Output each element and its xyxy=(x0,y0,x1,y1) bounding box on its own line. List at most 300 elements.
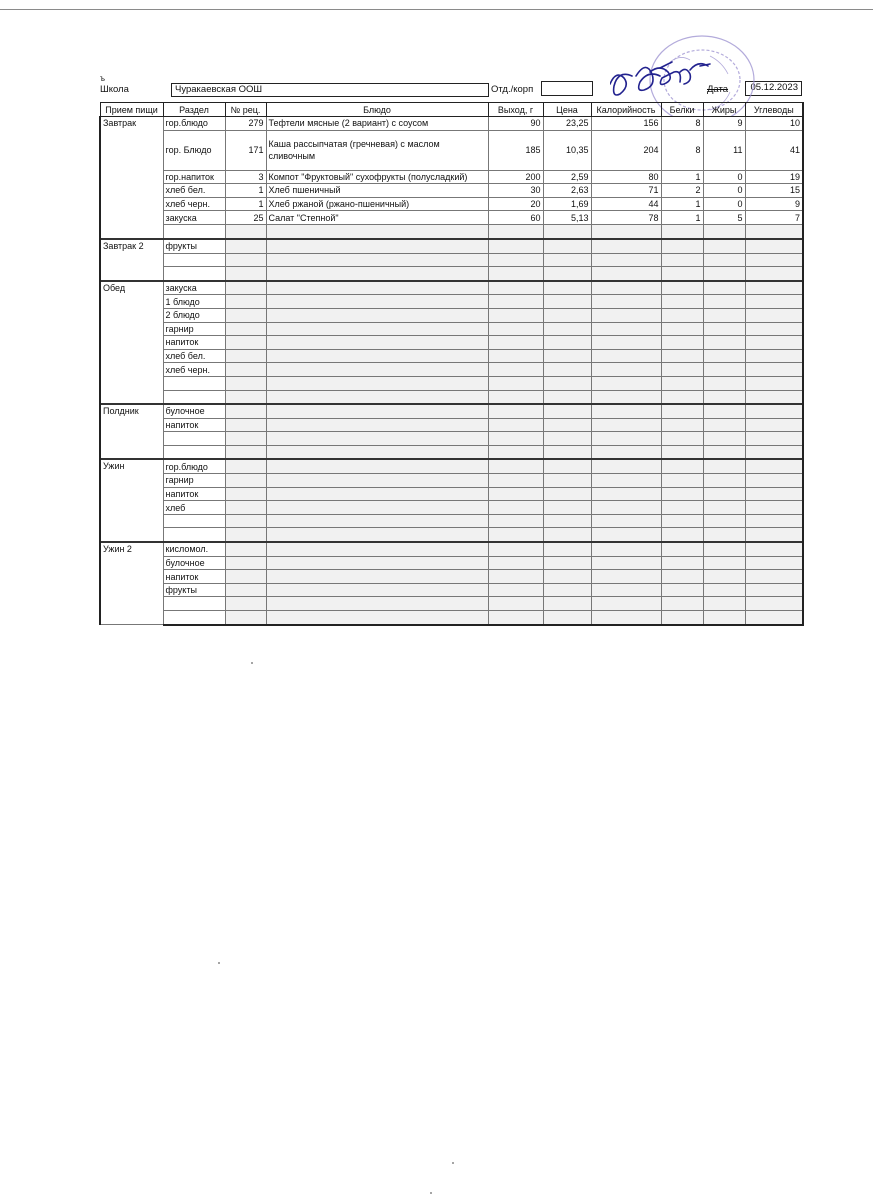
section-cell: напиток xyxy=(163,570,225,584)
dish-cell: Хлеб пшеничный xyxy=(266,184,488,198)
section-cell: фрукты xyxy=(163,583,225,597)
recipe-number-cell xyxy=(225,336,266,350)
price-cell xyxy=(543,281,591,295)
section-cell: напиток xyxy=(163,418,225,432)
yield-cell xyxy=(488,487,543,501)
fat-cell xyxy=(703,474,745,488)
section-cell: хлеб бел. xyxy=(163,349,225,363)
table-row xyxy=(100,211,803,225)
calories-cell xyxy=(591,418,661,432)
recipe-number-cell xyxy=(225,295,266,309)
fat-cell xyxy=(703,376,745,390)
protein-cell xyxy=(661,542,703,556)
protein-cell xyxy=(661,363,703,377)
dish-cell: Тефтели мясные (2 вариант) с соусом xyxy=(266,117,488,131)
table-row xyxy=(100,253,803,267)
protein-cell: 1 xyxy=(661,197,703,211)
calories-cell: 156 xyxy=(591,117,661,131)
fat-cell xyxy=(703,583,745,597)
carbs-cell xyxy=(745,501,803,515)
carbs-cell xyxy=(745,514,803,528)
recipe-number-cell xyxy=(225,308,266,322)
yield-cell xyxy=(488,253,543,267)
section-cell xyxy=(163,224,225,239)
fat-cell xyxy=(703,322,745,336)
school-value: Чуракаевская ООШ xyxy=(171,83,489,97)
protein-cell xyxy=(661,404,703,418)
section-cell xyxy=(163,390,225,404)
price-cell xyxy=(543,514,591,528)
recipe-number-cell xyxy=(225,253,266,267)
section-cell xyxy=(163,514,225,528)
carbs-cell xyxy=(745,583,803,597)
fat-cell xyxy=(703,570,745,584)
price-cell xyxy=(543,363,591,377)
yield-cell xyxy=(488,556,543,570)
section-cell xyxy=(163,528,225,542)
dish-cell xyxy=(266,336,488,350)
dish-cell xyxy=(266,611,488,625)
price-cell xyxy=(543,583,591,597)
protein-cell xyxy=(661,445,703,459)
price-cell: 5,13 xyxy=(543,211,591,225)
col-header: Цена xyxy=(543,103,591,117)
protein-cell xyxy=(661,418,703,432)
carbs-cell xyxy=(745,597,803,611)
recipe-number-cell xyxy=(225,611,266,625)
carbs-cell xyxy=(745,239,803,253)
carbs-cell xyxy=(745,556,803,570)
carbs-cell xyxy=(745,445,803,459)
price-cell xyxy=(543,349,591,363)
calories-cell xyxy=(591,542,661,556)
meal-name-cell: Завтрак xyxy=(100,117,163,239)
meal-name-cell: Полдник xyxy=(100,404,163,459)
carbs-cell xyxy=(745,322,803,336)
protein-cell xyxy=(661,514,703,528)
yield-cell xyxy=(488,281,543,295)
price-cell xyxy=(543,597,591,611)
table-row xyxy=(100,170,803,184)
dept-value xyxy=(541,81,593,96)
fat-cell xyxy=(703,336,745,350)
fat-cell xyxy=(703,349,745,363)
recipe-number-cell xyxy=(225,390,266,404)
fat-cell: 5 xyxy=(703,211,745,225)
protein-cell: 8 xyxy=(661,117,703,131)
fat-cell: 0 xyxy=(703,197,745,211)
price-cell: 23,25 xyxy=(543,117,591,131)
dish-cell xyxy=(266,308,488,322)
dept-label: Отд./корп xyxy=(491,84,534,95)
price-cell xyxy=(543,253,591,267)
calories-cell xyxy=(591,308,661,322)
table-row xyxy=(100,267,803,281)
calories-cell: 44 xyxy=(591,197,661,211)
price-cell xyxy=(543,528,591,542)
meal-name-cell: Ужин xyxy=(100,459,163,542)
carbs-cell xyxy=(745,474,803,488)
calories-cell xyxy=(591,487,661,501)
carbs-cell xyxy=(745,253,803,267)
dish-cell xyxy=(266,474,488,488)
fat-cell xyxy=(703,224,745,239)
table-row xyxy=(100,349,803,363)
table-row xyxy=(100,542,803,556)
protein-cell: 1 xyxy=(661,170,703,184)
scan-speck xyxy=(218,962,220,964)
protein-cell xyxy=(661,556,703,570)
yield-cell: 185 xyxy=(488,130,543,170)
section-cell xyxy=(163,611,225,625)
col-header: Белки xyxy=(661,103,703,117)
section-cell xyxy=(163,597,225,611)
yield-cell: 30 xyxy=(488,184,543,198)
recipe-number-cell xyxy=(225,376,266,390)
section-cell xyxy=(163,253,225,267)
carbs-cell xyxy=(745,418,803,432)
recipe-number-cell xyxy=(225,459,266,473)
calories-cell: 71 xyxy=(591,184,661,198)
recipe-number-cell: 279 xyxy=(225,117,266,131)
section-cell: булочное xyxy=(163,404,225,418)
table-row xyxy=(100,117,803,131)
dish-cell xyxy=(266,224,488,239)
recipe-number-cell xyxy=(225,528,266,542)
protein-cell xyxy=(661,611,703,625)
recipe-number-cell: 171 xyxy=(225,130,266,170)
calories-cell xyxy=(591,253,661,267)
table-row xyxy=(100,611,803,625)
recipe-number-cell: 1 xyxy=(225,197,266,211)
carbs-cell: 7 xyxy=(745,211,803,225)
section-cell: гор.напиток xyxy=(163,170,225,184)
table-row xyxy=(100,404,803,418)
dish-cell xyxy=(266,514,488,528)
calories-cell: 80 xyxy=(591,170,661,184)
section-cell: гор. Блюдо xyxy=(163,130,225,170)
fat-cell xyxy=(703,528,745,542)
fat-cell xyxy=(703,363,745,377)
col-header: Жиры xyxy=(703,103,745,117)
col-header: Прием пищи xyxy=(100,103,163,117)
carbs-cell xyxy=(745,432,803,446)
calories-cell xyxy=(591,514,661,528)
table-row xyxy=(100,295,803,309)
dish-cell xyxy=(266,295,488,309)
protein-cell xyxy=(661,487,703,501)
col-header: Калорийность xyxy=(591,103,661,117)
dish-cell xyxy=(266,404,488,418)
yield-cell: 20 xyxy=(488,197,543,211)
price-cell xyxy=(543,404,591,418)
yield-cell xyxy=(488,363,543,377)
table-row xyxy=(100,514,803,528)
fat-cell xyxy=(703,542,745,556)
dish-cell xyxy=(266,432,488,446)
protein-cell xyxy=(661,597,703,611)
recipe-number-cell xyxy=(225,542,266,556)
recipe-number-cell: 25 xyxy=(225,211,266,225)
section-cell: закуска xyxy=(163,281,225,295)
calories-cell xyxy=(591,376,661,390)
calories-cell xyxy=(591,363,661,377)
price-cell xyxy=(543,445,591,459)
price-cell xyxy=(543,556,591,570)
calories-cell xyxy=(591,611,661,625)
carbs-cell xyxy=(745,611,803,625)
fat-cell xyxy=(703,459,745,473)
table-row xyxy=(100,528,803,542)
protein-cell xyxy=(661,295,703,309)
section-cell: закуска xyxy=(163,211,225,225)
price-cell xyxy=(543,336,591,350)
fat-cell xyxy=(703,418,745,432)
fat-cell xyxy=(703,404,745,418)
recipe-number-cell xyxy=(225,474,266,488)
section-cell xyxy=(163,432,225,446)
yield-cell xyxy=(488,418,543,432)
date-value: 05.12.2023 xyxy=(745,81,802,96)
meal-name-cell: Завтрак 2 xyxy=(100,239,163,281)
yield-cell xyxy=(488,583,543,597)
carbs-cell: 9 xyxy=(745,197,803,211)
calories-cell xyxy=(591,390,661,404)
dish-cell xyxy=(266,570,488,584)
yield-cell: 60 xyxy=(488,211,543,225)
fat-cell: 0 xyxy=(703,184,745,198)
fat-cell: 0 xyxy=(703,170,745,184)
fat-cell xyxy=(703,253,745,267)
section-cell: хлеб черн. xyxy=(163,197,225,211)
fat-cell: 11 xyxy=(703,130,745,170)
dish-cell xyxy=(266,239,488,253)
price-cell xyxy=(543,239,591,253)
section-cell: хлеб черн. xyxy=(163,363,225,377)
section-cell: булочное xyxy=(163,556,225,570)
yield-cell xyxy=(488,445,543,459)
dish-cell xyxy=(266,363,488,377)
table-row xyxy=(100,459,803,473)
carbs-cell xyxy=(745,295,803,309)
price-cell xyxy=(543,308,591,322)
fat-cell xyxy=(703,267,745,281)
protein-cell: 1 xyxy=(661,211,703,225)
table-row xyxy=(100,197,803,211)
protein-cell xyxy=(661,459,703,473)
recipe-number-cell xyxy=(225,281,266,295)
dish-cell xyxy=(266,322,488,336)
table-row xyxy=(100,501,803,515)
price-cell xyxy=(543,418,591,432)
col-header: Раздел xyxy=(163,103,225,117)
table-row xyxy=(100,376,803,390)
yield-cell xyxy=(488,432,543,446)
section-cell: хлеб xyxy=(163,501,225,515)
yield-cell xyxy=(488,501,543,515)
table-row xyxy=(100,184,803,198)
recipe-number-cell xyxy=(225,487,266,501)
calories-cell xyxy=(591,239,661,253)
yield-cell: 200 xyxy=(488,170,543,184)
col-header: № рец. xyxy=(225,103,266,117)
yield-cell xyxy=(488,336,543,350)
dish-cell xyxy=(266,267,488,281)
calories-cell xyxy=(591,459,661,473)
table-row xyxy=(100,322,803,336)
price-cell xyxy=(543,487,591,501)
protein-cell xyxy=(661,349,703,363)
table-row xyxy=(100,445,803,459)
protein-cell: 2 xyxy=(661,184,703,198)
calories-cell xyxy=(591,349,661,363)
price-cell: 2,59 xyxy=(543,170,591,184)
recipe-number-cell: 1 xyxy=(225,184,266,198)
calories-cell xyxy=(591,322,661,336)
calories-cell xyxy=(591,556,661,570)
dish-cell xyxy=(266,281,488,295)
calories-cell xyxy=(591,224,661,239)
dish-cell xyxy=(266,487,488,501)
calories-cell xyxy=(591,501,661,515)
yield-cell xyxy=(488,224,543,239)
yield-cell xyxy=(488,267,543,281)
recipe-number-cell xyxy=(225,583,266,597)
calories-cell: 78 xyxy=(591,211,661,225)
fat-cell xyxy=(703,239,745,253)
calories-cell xyxy=(591,336,661,350)
protein-cell xyxy=(661,253,703,267)
carbs-cell xyxy=(745,570,803,584)
calories-cell xyxy=(591,597,661,611)
protein-cell xyxy=(661,570,703,584)
yield-cell xyxy=(488,239,543,253)
section-cell: фрукты xyxy=(163,239,225,253)
section-cell: 2 блюдо xyxy=(163,308,225,322)
recipe-number-cell xyxy=(225,267,266,281)
recipe-number-cell xyxy=(225,224,266,239)
col-header: Углеводы xyxy=(745,103,803,117)
calories-cell xyxy=(591,528,661,542)
price-cell xyxy=(543,390,591,404)
dish-cell xyxy=(266,528,488,542)
carbs-cell xyxy=(745,390,803,404)
table-row xyxy=(100,336,803,350)
school-label: Школа xyxy=(100,84,129,95)
col-header: Блюдо xyxy=(266,103,488,117)
calories-cell: 204 xyxy=(591,130,661,170)
table-row xyxy=(100,432,803,446)
table-header-row xyxy=(100,103,803,117)
yield-cell xyxy=(488,611,543,625)
protein-cell xyxy=(661,501,703,515)
table-row xyxy=(100,597,803,611)
fat-cell xyxy=(703,308,745,322)
price-cell xyxy=(543,224,591,239)
dish-cell: Салат "Степной" xyxy=(266,211,488,225)
fat-cell xyxy=(703,432,745,446)
dish-cell xyxy=(266,501,488,515)
price-cell: 2,63 xyxy=(543,184,591,198)
price-cell xyxy=(543,570,591,584)
fat-cell xyxy=(703,611,745,625)
scan-speck xyxy=(452,1162,454,1164)
table-row xyxy=(100,583,803,597)
yield-cell: 90 xyxy=(488,117,543,131)
carbs-cell xyxy=(745,224,803,239)
fat-cell xyxy=(703,597,745,611)
table-row xyxy=(100,570,803,584)
protein-cell xyxy=(661,376,703,390)
section-cell xyxy=(163,445,225,459)
dish-cell xyxy=(266,583,488,597)
yield-cell xyxy=(488,542,543,556)
carbs-cell: 41 xyxy=(745,130,803,170)
yield-cell xyxy=(488,376,543,390)
price-cell xyxy=(543,611,591,625)
protein-cell xyxy=(661,474,703,488)
protein-cell xyxy=(661,432,703,446)
price-cell: 10,35 xyxy=(543,130,591,170)
dish-cell: Хлеб ржаной (ржано-пшеничный) xyxy=(266,197,488,211)
section-cell: кисломол. xyxy=(163,542,225,556)
dish-cell xyxy=(266,390,488,404)
calories-cell xyxy=(591,583,661,597)
meal-name-cell: Обед xyxy=(100,281,163,404)
carbs-cell xyxy=(745,281,803,295)
scan-speck xyxy=(251,662,253,664)
protein-cell xyxy=(661,390,703,404)
section-cell: гор.блюдо xyxy=(163,117,225,131)
section-cell xyxy=(163,376,225,390)
yield-cell xyxy=(488,349,543,363)
calories-cell xyxy=(591,474,661,488)
recipe-number-cell xyxy=(225,514,266,528)
page-top-border xyxy=(0,9,873,10)
dish-cell xyxy=(266,418,488,432)
recipe-number-cell xyxy=(225,597,266,611)
protein-cell xyxy=(661,583,703,597)
dish-cell xyxy=(266,597,488,611)
dish-cell xyxy=(266,542,488,556)
fat-cell xyxy=(703,487,745,501)
yield-cell xyxy=(488,474,543,488)
yield-cell xyxy=(488,528,543,542)
protein-cell xyxy=(661,528,703,542)
table-row xyxy=(100,556,803,570)
section-cell: гарнир xyxy=(163,474,225,488)
carbs-cell xyxy=(745,349,803,363)
calories-cell xyxy=(591,570,661,584)
section-cell: напиток xyxy=(163,487,225,501)
protein-cell xyxy=(661,336,703,350)
yield-cell xyxy=(488,404,543,418)
calories-cell xyxy=(591,295,661,309)
carbs-cell xyxy=(745,376,803,390)
yield-cell xyxy=(488,295,543,309)
protein-cell xyxy=(661,322,703,336)
price-cell xyxy=(543,376,591,390)
table-row xyxy=(100,487,803,501)
col-header: Выход, г xyxy=(488,103,543,117)
table-row xyxy=(100,308,803,322)
carbs-cell xyxy=(745,267,803,281)
recipe-number-cell xyxy=(225,432,266,446)
fat-cell xyxy=(703,445,745,459)
price-cell xyxy=(543,542,591,556)
menu-table xyxy=(99,102,804,626)
calories-cell xyxy=(591,445,661,459)
